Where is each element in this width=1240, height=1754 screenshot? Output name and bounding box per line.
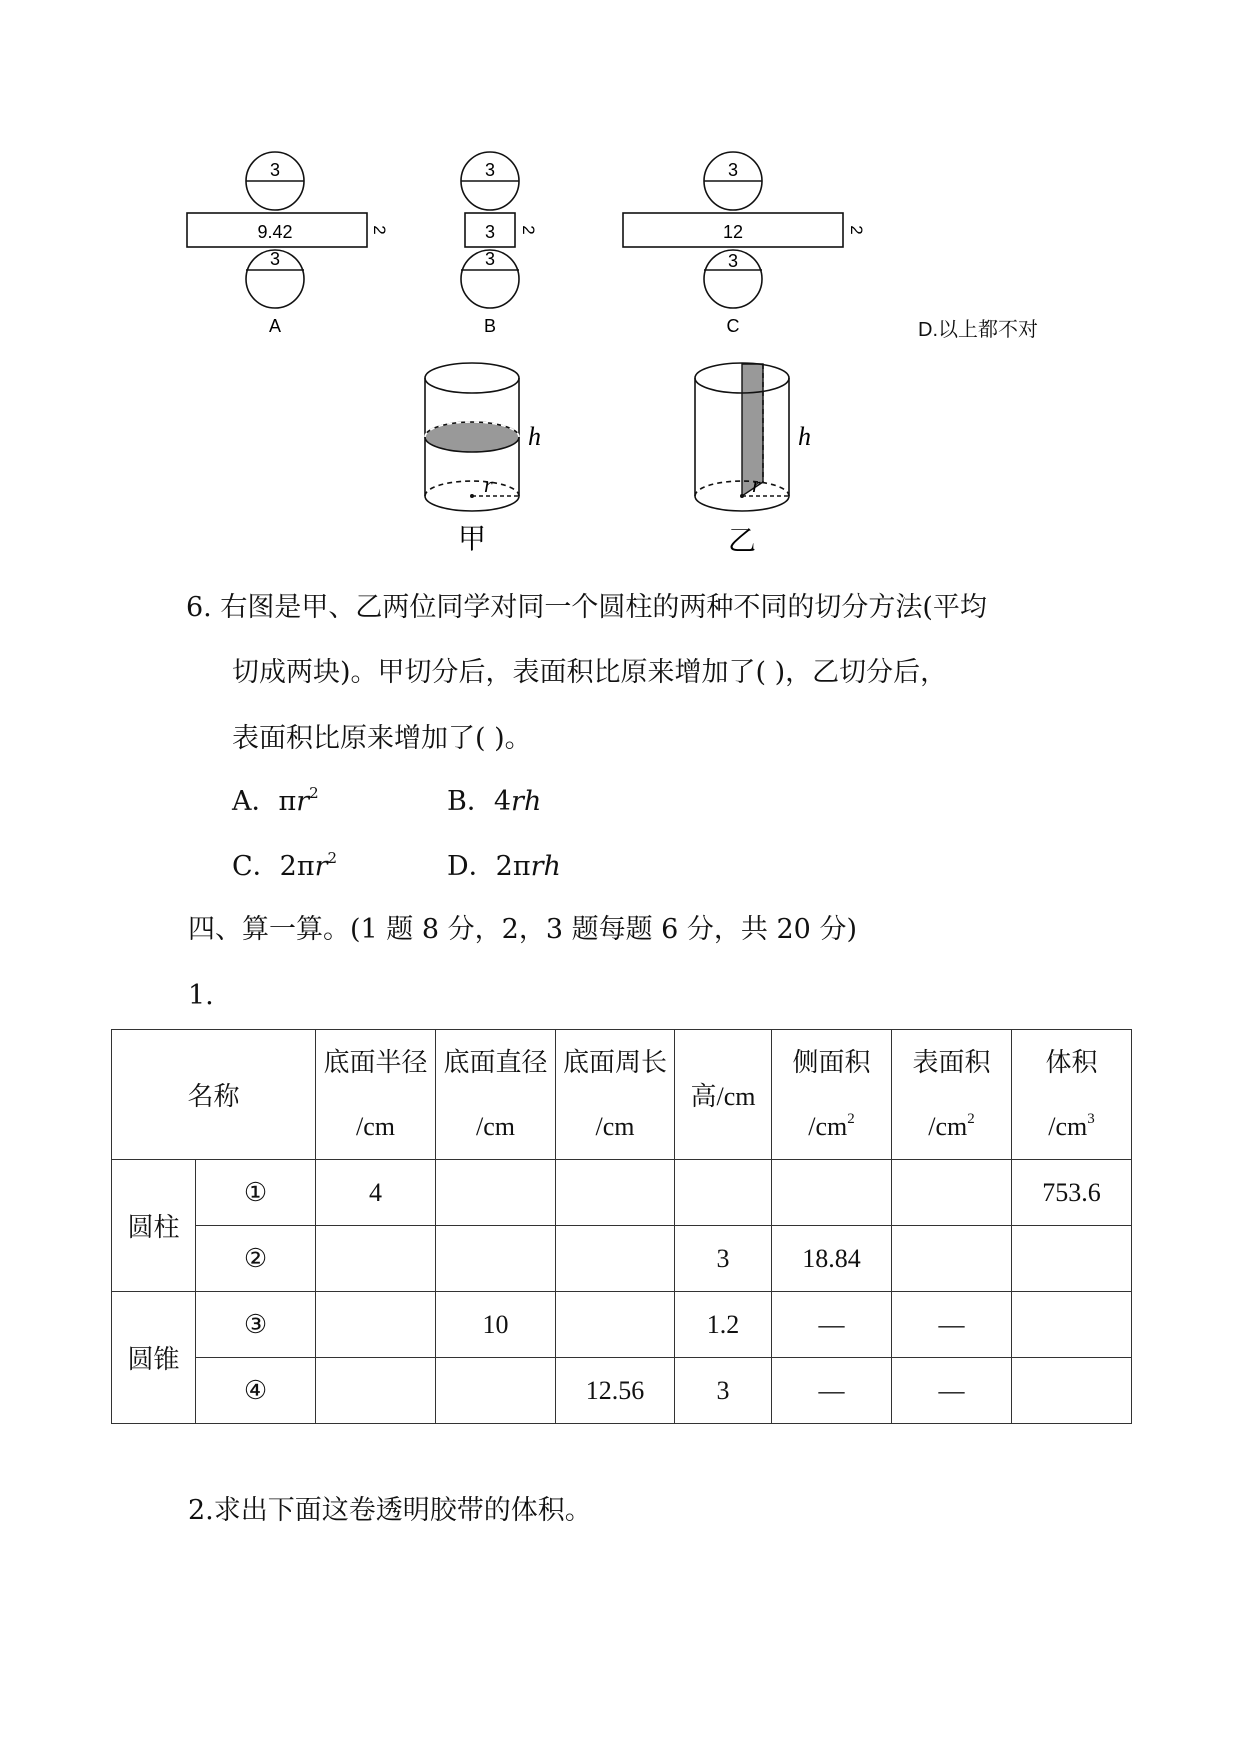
- header-lateral-area-line1: 侧面积: [792, 1047, 871, 1077]
- header-lateral-area-unit: /cm: [808, 1111, 848, 1141]
- table-cell[interactable]: [892, 1226, 1012, 1292]
- row-id: ④: [196, 1358, 316, 1424]
- net-a-height-label: 2: [370, 225, 389, 235]
- table-cell[interactable]: [436, 1358, 556, 1424]
- table-cell[interactable]: —: [772, 1358, 892, 1424]
- header-volume-unit: /cm: [1048, 1111, 1088, 1141]
- table-cell[interactable]: [556, 1160, 675, 1226]
- header-surface-area-sup: 2: [967, 1110, 975, 1127]
- header-base-radius-line1: 底面半径: [323, 1047, 428, 1077]
- header-base-circumference: [556, 1030, 675, 1160]
- calculation-table: [111, 1029, 1132, 1424]
- header-base-diameter-line2: /cm: [476, 1111, 516, 1141]
- option-d-expr-var: rh: [530, 851, 561, 882]
- group-cylinder-label: 圆柱: [112, 1160, 196, 1292]
- question6-line1: 6. 右图是甲、乙两位同学对同一个圆柱的两种不同的切分方法(平均: [186, 592, 987, 623]
- net-b-length-label: 3: [484, 222, 496, 242]
- net-a-top-label: 3: [269, 160, 281, 180]
- question6-line2: 切成两块)。甲切分后，表面积比原来增加了( )，乙切分后，: [232, 657, 948, 688]
- header-name: 名称: [112, 1030, 316, 1160]
- net-c-letter: C: [726, 316, 740, 336]
- header-volume-line1: 体积: [1045, 1047, 1098, 1077]
- table-cell[interactable]: —: [892, 1292, 1012, 1358]
- option-a-expr-sup: 2: [309, 784, 319, 802]
- option-d-expr-pre: 2π: [495, 851, 531, 882]
- net-c-bottom-label: 3: [727, 251, 739, 271]
- header-base-radius: [316, 1030, 436, 1160]
- jia-r-label: r: [484, 472, 493, 497]
- table-cell[interactable]: [316, 1292, 436, 1358]
- net-c-height-label: 2: [847, 225, 866, 235]
- header-base-diameter: [436, 1030, 556, 1160]
- header-surface-area-unit: /cm: [928, 1111, 968, 1141]
- header-volume-line2: [1012, 1095, 1131, 1159]
- jia-name-label: 甲: [457, 522, 487, 555]
- yi-h-label: h: [798, 422, 811, 451]
- cylinder-yi-diagram: [680, 360, 850, 560]
- net-c-top-label: 3: [727, 160, 739, 180]
- header-base-radius-line2: /cm: [356, 1111, 396, 1141]
- table-cell[interactable]: [316, 1226, 436, 1292]
- yi-name-label: 乙: [727, 524, 757, 557]
- table-cell[interactable]: [1012, 1358, 1132, 1424]
- table-cell[interactable]: 18.84: [772, 1226, 892, 1292]
- header-lateral-area-line2: [772, 1095, 891, 1159]
- table-cell[interactable]: [675, 1160, 772, 1226]
- table-cell[interactable]: [556, 1226, 675, 1292]
- option-b: [447, 788, 541, 815]
- table-cell[interactable]: [1012, 1292, 1132, 1358]
- net-a-letter: A: [268, 316, 282, 336]
- net-a-length-label: 9.42: [257, 222, 293, 242]
- question6-line3: 表面积比原来增加了( )。: [232, 723, 532, 754]
- option-c-letter: C．: [232, 851, 280, 882]
- header-surface-area-line1: 表面积: [912, 1047, 991, 1077]
- section4-heading: 四、算一算。(1 题 8 分，2，3 题每题 6 分，共 20 分): [188, 914, 857, 945]
- table-header-row: [112, 1030, 1132, 1160]
- option-a: [232, 784, 319, 817]
- header-base-circumference-line2: /cm: [595, 1111, 635, 1141]
- table-cell[interactable]: [1012, 1226, 1132, 1292]
- net-b-top-label: 3: [484, 160, 496, 180]
- header-surface-area: [892, 1030, 1012, 1160]
- table-row: [112, 1226, 1132, 1292]
- option-c-expr-var: r: [314, 851, 328, 882]
- question2-text: 2.求出下面这卷透明胶带的体积。: [188, 1495, 592, 1526]
- cylinder-jia-diagram: [410, 360, 580, 560]
- net-a-diagram: [180, 150, 400, 340]
- net-c-diagram: [615, 150, 875, 340]
- option-d: [447, 853, 561, 880]
- net-c-length-label: 12: [722, 222, 744, 242]
- option-c: [232, 849, 338, 882]
- table-cell[interactable]: 3: [675, 1226, 772, 1292]
- table-row: [112, 1292, 1132, 1358]
- table-cell[interactable]: 10: [436, 1292, 556, 1358]
- option-a-expr-var: r: [296, 786, 310, 817]
- option-c-expr-pre: 2π: [279, 851, 315, 882]
- option-b-letter: B．: [447, 786, 494, 817]
- row-id: ①: [196, 1160, 316, 1226]
- table-cell[interactable]: —: [772, 1292, 892, 1358]
- option-a-expr-pre: π: [278, 786, 297, 817]
- group-cone-label: 圆锥: [112, 1292, 196, 1424]
- header-base-diameter-line1: 底面直径: [443, 1047, 548, 1077]
- table-row: [112, 1160, 1132, 1226]
- option-c-expr-sup: 2: [327, 849, 338, 867]
- header-height: 高/cm: [675, 1030, 772, 1160]
- header-volume-sup: 3: [1087, 1110, 1095, 1127]
- table-cell[interactable]: [316, 1358, 436, 1424]
- option-b-expr-var: rh: [511, 786, 542, 817]
- table-cell[interactable]: —: [892, 1358, 1012, 1424]
- header-lateral-area-sup: 2: [847, 1110, 855, 1127]
- table-cell[interactable]: 3: [675, 1358, 772, 1424]
- net-a-bottom-label: 3: [269, 249, 281, 269]
- net-b-letter: B: [483, 316, 497, 336]
- net-b-diagram: [440, 150, 560, 340]
- table-cell[interactable]: [772, 1160, 892, 1226]
- jia-h-label: h: [528, 422, 541, 451]
- net-b-height-label: 2: [519, 225, 538, 235]
- table-cell[interactable]: [892, 1160, 1012, 1226]
- table-cell[interactable]: [556, 1292, 675, 1358]
- table-cell[interactable]: 753.6: [1012, 1160, 1132, 1226]
- table-cell[interactable]: 4: [316, 1160, 436, 1226]
- row-id: ③: [196, 1292, 316, 1358]
- table-cell[interactable]: [436, 1226, 556, 1292]
- header-base-circumference-line1: 底面周长: [563, 1047, 668, 1077]
- header-surface-area-line2: [892, 1095, 1011, 1159]
- option-d-label: D.以上都不对: [918, 319, 1038, 341]
- option-b-expr-pre: 4: [493, 786, 512, 817]
- option-d-letter: D．: [447, 851, 496, 882]
- table-row: [112, 1358, 1132, 1424]
- table-cell[interactable]: 12.56: [556, 1358, 675, 1424]
- row-id: ②: [196, 1226, 316, 1292]
- table-cell[interactable]: [436, 1160, 556, 1226]
- net-b-bottom-label: 3: [484, 249, 496, 269]
- question1-label: 1.: [188, 980, 214, 1011]
- table-cell[interactable]: 1.2: [675, 1292, 772, 1358]
- option-a-letter: A．: [232, 786, 279, 817]
- yi-r-label: r: [752, 472, 761, 497]
- header-volume: [1012, 1030, 1132, 1160]
- header-lateral-area: [772, 1030, 892, 1160]
